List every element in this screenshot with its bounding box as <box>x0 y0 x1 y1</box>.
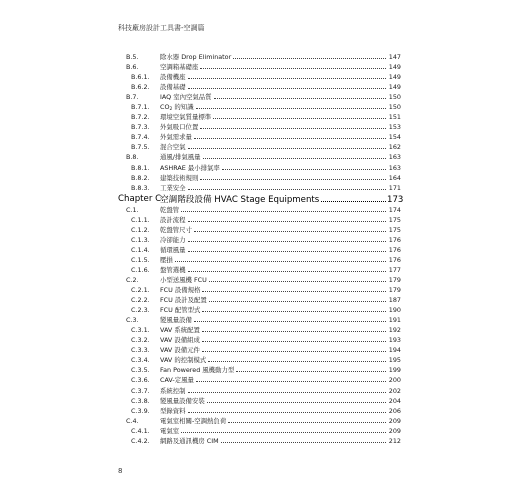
toc-dot-leader <box>202 305 386 312</box>
toc-entry-number: C.1.1. <box>131 215 150 224</box>
toc-entry-line <box>160 345 401 355</box>
toc-entry-page: 163 <box>388 163 401 172</box>
toc-entry-line <box>160 245 401 255</box>
toc-entry-number: B.8. <box>126 153 139 162</box>
toc-entry-page: 174 <box>388 205 401 214</box>
toc-entry-page: 204 <box>388 396 401 405</box>
toc-entry-title: 小型送風機 FCU <box>160 275 207 284</box>
toc-entry[interactable] <box>0 275 520 285</box>
toc-entry[interactable] <box>0 215 520 225</box>
toc-entry[interactable] <box>0 375 520 385</box>
toc-entry-line <box>160 205 401 215</box>
toc-dot-leader <box>194 315 386 322</box>
toc-entry-page: 176 <box>388 255 401 264</box>
toc-entry-number: C.4.1. <box>131 426 150 435</box>
toc-entry[interactable] <box>0 406 520 416</box>
toc-entry[interactable] <box>0 163 520 173</box>
toc-entry-page: 163 <box>388 153 401 162</box>
toc-entry-number: B.8.2. <box>131 173 150 182</box>
toc-entry-line <box>160 396 401 406</box>
toc-dot-leader <box>181 205 386 212</box>
toc-entry-title: 設備基礎 <box>160 83 186 92</box>
toc-entry-page: 175 <box>388 215 401 224</box>
toc-entry[interactable] <box>0 365 520 375</box>
toc-entry-line <box>160 132 401 142</box>
toc-entry-title: 環境空氣質量標準 <box>160 113 212 122</box>
toc-dot-leader <box>202 335 386 342</box>
toc-entry-line <box>160 335 401 345</box>
toc-dot-leader <box>175 255 386 262</box>
toc-dot-leader <box>188 72 386 79</box>
toc-entry-number: C.4.2. <box>131 436 150 445</box>
toc-dot-leader <box>188 386 386 393</box>
toc-entry-number: B.6.2. <box>131 83 150 92</box>
toc-dot-leader <box>209 275 386 282</box>
toc-entry-title: 系統控制 <box>160 386 186 395</box>
toc-dot-leader <box>214 92 386 99</box>
toc-entry-line <box>160 235 401 245</box>
toc-entry[interactable] <box>0 112 520 122</box>
toc-entry-page: 212 <box>388 436 401 445</box>
toc-entry-page: 191 <box>388 316 401 325</box>
toc-entry-line <box>160 112 401 122</box>
toc-entry-title: 混合空氣 <box>160 143 186 152</box>
toc-entry-number: B.7.5. <box>131 143 150 152</box>
toc-chapter-entry[interactable] <box>0 193 520 205</box>
toc-dot-leader <box>208 355 386 362</box>
toc-entry-page: 150 <box>388 103 401 112</box>
toc-entry-number: B.6.1. <box>131 73 150 82</box>
toc-entry-page: 179 <box>388 275 401 284</box>
toc-entry-title: 外氣吸口位置 <box>160 123 199 132</box>
toc-entry-number: B.7.4. <box>131 133 150 142</box>
toc-entry-title: 設備機座 <box>160 73 186 82</box>
toc-entry-title: 除水器 Drop Eliminator <box>160 53 232 61</box>
toc-dot-leader <box>188 215 386 222</box>
toc-entry-page: 179 <box>388 286 401 295</box>
toc-entry-number: C.3. <box>126 316 139 325</box>
toc-entry-number: C.3.8. <box>131 396 150 405</box>
toc-entry-line <box>160 52 401 62</box>
toc-entry[interactable] <box>0 396 520 406</box>
toc-entry-page: 147 <box>388 53 401 61</box>
toc-entry-number: C.3.4. <box>131 356 150 365</box>
toc-entry-line <box>160 305 401 315</box>
toc-entry-line <box>160 173 401 183</box>
toc-entry-title: 空調箱基礎座 <box>160 63 199 72</box>
toc-entry-number: C.3.7. <box>131 386 150 395</box>
toc-entry-page: 194 <box>388 346 401 355</box>
toc-entry-number: C.1.6. <box>131 265 150 274</box>
toc-entry-line <box>160 215 401 225</box>
toc-entry-line <box>160 315 401 325</box>
toc-entry-page: 195 <box>388 356 401 365</box>
toc-entry[interactable] <box>0 173 520 183</box>
toc-entry-number: C.2.1. <box>131 286 150 295</box>
toc-entry-line <box>160 386 401 396</box>
toc-entry-line <box>160 163 401 173</box>
toc-dot-leader <box>188 142 386 149</box>
toc-dot-leader <box>207 396 386 403</box>
toc-entry-page: 175 <box>388 225 401 234</box>
toc-entry[interactable] <box>0 183 520 193</box>
toc-entry[interactable] <box>0 92 520 102</box>
toc-entry-title: 壓損 <box>160 255 173 264</box>
toc-entry-page: 171 <box>388 183 401 192</box>
toc-entry-line <box>160 82 401 92</box>
toc-dot-leader <box>196 375 386 382</box>
toc-entry[interactable] <box>0 235 520 245</box>
toc-entry-line <box>160 275 401 285</box>
toc-entry[interactable] <box>0 122 520 132</box>
toc-entry-page: 164 <box>388 173 401 182</box>
toc-entry-title: CAV-定風量 <box>160 376 194 385</box>
toc-entry-page: 187 <box>388 296 401 305</box>
toc-entry[interactable] <box>0 102 520 112</box>
toc-entry-page: 202 <box>388 386 401 395</box>
toc-entry-line <box>160 355 401 365</box>
toc-entry[interactable] <box>0 416 520 426</box>
toc-entry-page: 200 <box>388 376 401 385</box>
toc-entry[interactable] <box>0 255 520 265</box>
toc-entry-page: 153 <box>388 123 401 132</box>
toc-entry-title: 乾盤管尺寸 <box>160 225 192 234</box>
toc-entry[interactable] <box>0 325 520 335</box>
toc-entry-page: 154 <box>388 133 401 142</box>
table-of-contents <box>0 52 520 446</box>
toc-dot-leader <box>202 325 386 332</box>
toc-entry-title: VAV 設備元件 <box>160 346 200 355</box>
toc-entry-number: C.2.3. <box>131 306 150 315</box>
toc-dot-leader <box>203 152 387 159</box>
toc-dot-leader <box>188 265 386 272</box>
toc-entry-line <box>160 285 401 295</box>
toc-entry-title: IAQ 室內空氣品質 <box>160 93 212 102</box>
toc-dot-leader <box>181 426 386 433</box>
page-number: 8 <box>118 467 123 475</box>
toc-entry-title: 變風量設備 <box>160 316 192 325</box>
toc-entry-number: C.3.5. <box>131 366 150 375</box>
toc-entry[interactable] <box>0 62 520 72</box>
toc-entry-title: 空調階段設備 HVAC Stage Equipments <box>160 194 320 205</box>
toc-entry[interactable] <box>0 285 520 295</box>
toc-entry-line <box>160 255 401 265</box>
toc-entry-title: 外氣需求量 <box>160 133 192 142</box>
toc-entry-page: 209 <box>388 416 401 425</box>
toc-entry-page: 149 <box>388 83 401 92</box>
toc-entry-page: 150 <box>388 93 401 102</box>
toc-dot-leader <box>222 163 386 170</box>
toc-entry-line <box>160 92 401 102</box>
toc-entry-number: C.4. <box>126 416 139 425</box>
toc-entry[interactable] <box>0 132 520 142</box>
toc-entry-title: 網路及通訊機房 CIM <box>160 436 219 445</box>
toc-entry-page: 149 <box>388 73 401 82</box>
toc-entry-number: C.3.1. <box>131 326 150 335</box>
toc-entry-line <box>160 62 401 72</box>
toc-entry-number: Chapter C. <box>118 193 164 204</box>
toc-entry-number: C.3.9. <box>131 406 150 415</box>
toc-entry-page: 177 <box>388 265 401 274</box>
toc-entry-title: $CO_2$ 的知識 <box>160 103 194 113</box>
toc-entry-line <box>160 325 401 335</box>
toc-entry[interactable] <box>0 142 520 152</box>
toc-dot-leader <box>200 62 386 69</box>
toc-entry-number: C.3.2. <box>131 336 150 345</box>
toc-entry[interactable] <box>0 335 520 345</box>
toc-entry-line <box>160 416 401 426</box>
toc-entry-page: 192 <box>388 326 401 335</box>
toc-entry-line <box>160 142 401 152</box>
toc-entry-title: 通風/排氣風量 <box>160 153 201 162</box>
toc-entry-page: 162 <box>388 143 401 152</box>
toc-dot-leader <box>188 82 386 89</box>
toc-entry-number: B.7.1. <box>131 103 150 112</box>
toc-entry-page: 176 <box>388 235 401 244</box>
toc-entry-number: B.7. <box>126 93 139 102</box>
toc-entry-number: B.8.3. <box>131 183 150 192</box>
toc-dot-leader <box>213 112 386 119</box>
toc-dot-leader <box>196 102 386 109</box>
toc-entry-title: FCU 配管型式 <box>160 306 201 315</box>
toc-entry-line <box>160 406 401 416</box>
toc-entry-title: 設計流程 <box>160 215 186 224</box>
toc-entry-title: 型錄資料 <box>160 406 186 415</box>
toc-entry[interactable] <box>0 426 520 436</box>
toc-entry-number: C.3.6. <box>131 376 150 385</box>
toc-dot-leader <box>188 245 386 252</box>
toc-entry-title: 乾盤管 <box>160 205 180 214</box>
toc-entry[interactable] <box>0 152 520 162</box>
toc-entry-line <box>160 295 401 305</box>
toc-dot-leader <box>194 225 386 232</box>
toc-entry[interactable] <box>0 72 520 82</box>
toc-dot-leader <box>194 132 386 139</box>
toc-entry-title: 盤管選機 <box>160 265 186 274</box>
toc-entry-title: 電氣室 <box>160 426 180 435</box>
toc-entry-page: 151 <box>388 113 401 122</box>
toc-entry-line <box>160 225 401 235</box>
toc-entry-page: 209 <box>388 426 401 435</box>
toc-entry-title: FCU 設備規格 <box>160 286 201 295</box>
toc-entry-number: B.5. <box>126 53 139 61</box>
toc-entry[interactable] <box>0 315 520 325</box>
toc-dot-leader <box>200 122 386 129</box>
toc-entry-line <box>160 365 401 375</box>
toc-entry-title: 循環風量 <box>160 245 186 254</box>
toc-entry-title: Fan Powered 風機動力型 <box>160 366 235 375</box>
toc-entry[interactable] <box>0 265 520 275</box>
toc-entry[interactable] <box>0 295 520 305</box>
running-head: 科技廠房設計工具書-空調篇 <box>118 24 205 32</box>
toc-entry-line <box>160 436 401 446</box>
toc-entry-number: C.1. <box>126 205 139 214</box>
toc-entry-number: C.1.4. <box>131 245 150 254</box>
toc-entry-page: 193 <box>388 336 401 345</box>
toc-entry[interactable] <box>0 225 520 235</box>
toc-entry[interactable] <box>0 205 520 215</box>
toc-dot-leader <box>321 193 386 202</box>
toc-entry-number: B.6. <box>126 63 139 72</box>
toc-entry-title: VAV 的控制模式 <box>160 356 207 365</box>
toc-entry-title: 電氣室相關-空調熱負荷 <box>160 416 227 425</box>
toc-entry-number: C.1.3. <box>131 235 150 244</box>
toc-entry[interactable] <box>0 355 520 365</box>
toc-dot-leader <box>236 365 386 372</box>
toc-entry[interactable] <box>0 386 520 396</box>
toc-entry-number: B.8.1. <box>131 163 150 172</box>
toc-entry-title: 冷卻能力 <box>160 235 186 244</box>
toc-entry-title: 工業安全 <box>160 183 186 192</box>
toc-entry-page: 173 <box>387 194 404 205</box>
toc-dot-leader <box>188 183 386 190</box>
toc-entry[interactable] <box>0 436 520 446</box>
toc-dot-leader <box>221 436 386 443</box>
toc-dot-leader <box>200 173 386 180</box>
toc-entry-number: B.7.2. <box>131 113 150 122</box>
toc-entry[interactable] <box>0 245 520 255</box>
toc-entry-line <box>160 265 401 275</box>
toc-entry-title: VAV 系統配置 <box>160 326 200 335</box>
toc-dot-leader <box>202 285 386 292</box>
toc-entry-page: 190 <box>388 306 401 315</box>
toc-entry-line <box>160 122 401 132</box>
toc-entry-title: 變風量設備安裝 <box>160 396 205 405</box>
toc-entry-number: C.2.2. <box>131 296 150 305</box>
toc-dot-leader <box>202 345 386 352</box>
toc-entry-line <box>160 426 401 436</box>
toc-entry-line <box>160 183 401 193</box>
toc-entry-line <box>160 72 401 82</box>
toc-entry-page: 149 <box>388 63 401 72</box>
toc-entry-number: C.1.2. <box>131 225 150 234</box>
toc-entry-line <box>160 375 401 385</box>
toc-entry-title: ASHRAE 最小排氣率 <box>160 163 220 172</box>
toc-entry-title: 建築技術規則 <box>160 173 199 182</box>
toc-entry-page: 176 <box>388 245 401 254</box>
toc-entry-number: C.2. <box>126 275 139 284</box>
toc-entry-line <box>160 152 401 162</box>
toc-entry[interactable] <box>0 82 520 92</box>
toc-dot-leader <box>188 235 386 242</box>
toc-entry[interactable] <box>0 345 520 355</box>
toc-entry[interactable] <box>0 52 520 62</box>
toc-dot-leader <box>233 52 386 59</box>
toc-entry-title: FCU 設計及配置 <box>160 296 207 305</box>
toc-dot-leader <box>188 406 386 413</box>
toc-dot-leader <box>209 295 386 302</box>
toc-entry[interactable] <box>0 305 520 315</box>
toc-dot-leader <box>228 416 386 423</box>
toc-entry-page: 199 <box>388 366 401 375</box>
toc-entry-number: C.3.3. <box>131 346 150 355</box>
toc-entry-page: 206 <box>388 406 401 415</box>
toc-entry-number: B.7.3. <box>131 123 150 132</box>
toc-entry-number: C.1.5. <box>131 255 150 264</box>
toc-entry-title: VAV 設備組成 <box>160 336 200 345</box>
